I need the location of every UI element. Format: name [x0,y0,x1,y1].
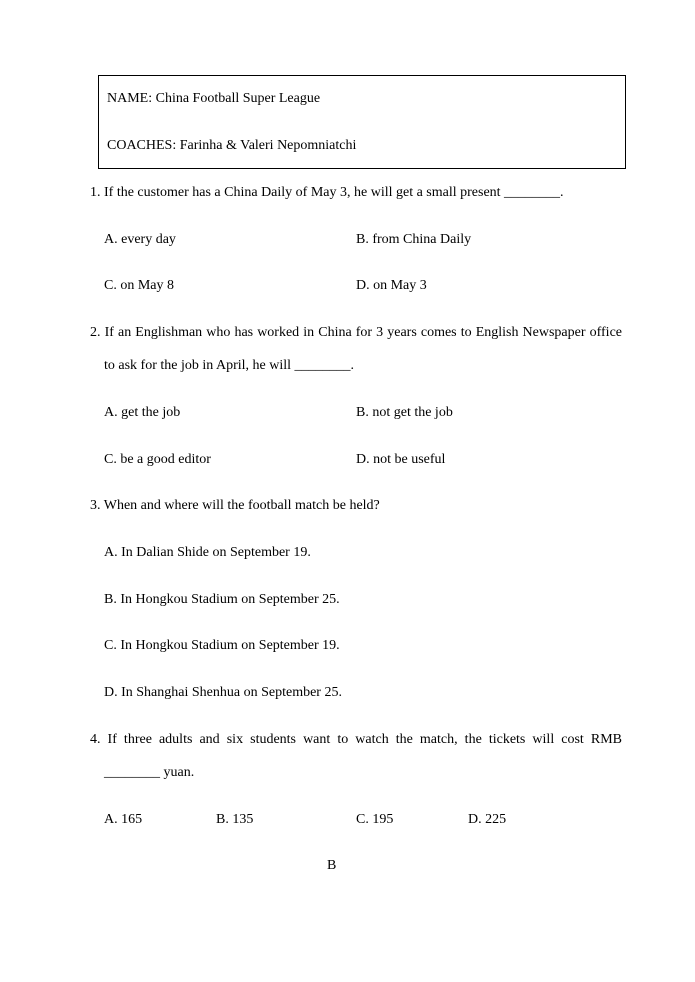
question-1-option-c: C. on May 8 [104,278,174,293]
question-4-option-a: A. 165 [104,812,143,827]
question-2-option-d: D. not be useful [356,452,446,467]
section-label: B [327,858,337,873]
question-3-option-b: B. In Hongkou Stadium on September 25. [104,592,340,607]
question-2-stem-line-1: 2. If an Englishman who has worked in China for 3 years comes to English Newspaper office [90,325,622,340]
question-3-option-c: C. In Hongkou Stadium on September 19. [104,638,340,653]
question-4-option-c: C. 195 [356,812,394,827]
question-1-option-a: A. every day [104,232,176,247]
question-3-option-d: D. In Shanghai Shenhua on September 25. [104,685,342,700]
question-1-option-d: D. on May 3 [356,278,427,293]
question-4-option-b: B. 135 [216,812,254,827]
info-name-line: NAME: China Football Super League [107,91,321,106]
question-4-stem-line-2: ________ yuan. [104,765,195,780]
question-2-option-b: B. not get the job [356,405,453,420]
question-4-option-d: D. 225 [468,812,507,827]
question-1-stem: 1. If the customer has a China Daily of May 3, he will get a small present ________. [90,185,564,200]
question-2-option-a: A. get the job [104,405,181,420]
question-4-stem-line-1: 4. If three adults and six students want to watch the match, the tickets will cost RMB [90,732,622,747]
question-2-stem-line-2: to ask for the job in April, he will ________. [104,358,355,373]
question-1-option-b: B. from China Daily [356,232,472,247]
question-3-stem: 3. When and where will the football match be held? [90,498,380,513]
info-coaches-line: COACHES: Farinha & Valeri Nepomniatchi [107,138,357,153]
info-box [98,75,626,169]
question-3-option-a: A. In Dalian Shide on September 19. [104,545,311,560]
question-2-option-c: C. be a good editor [104,452,211,467]
